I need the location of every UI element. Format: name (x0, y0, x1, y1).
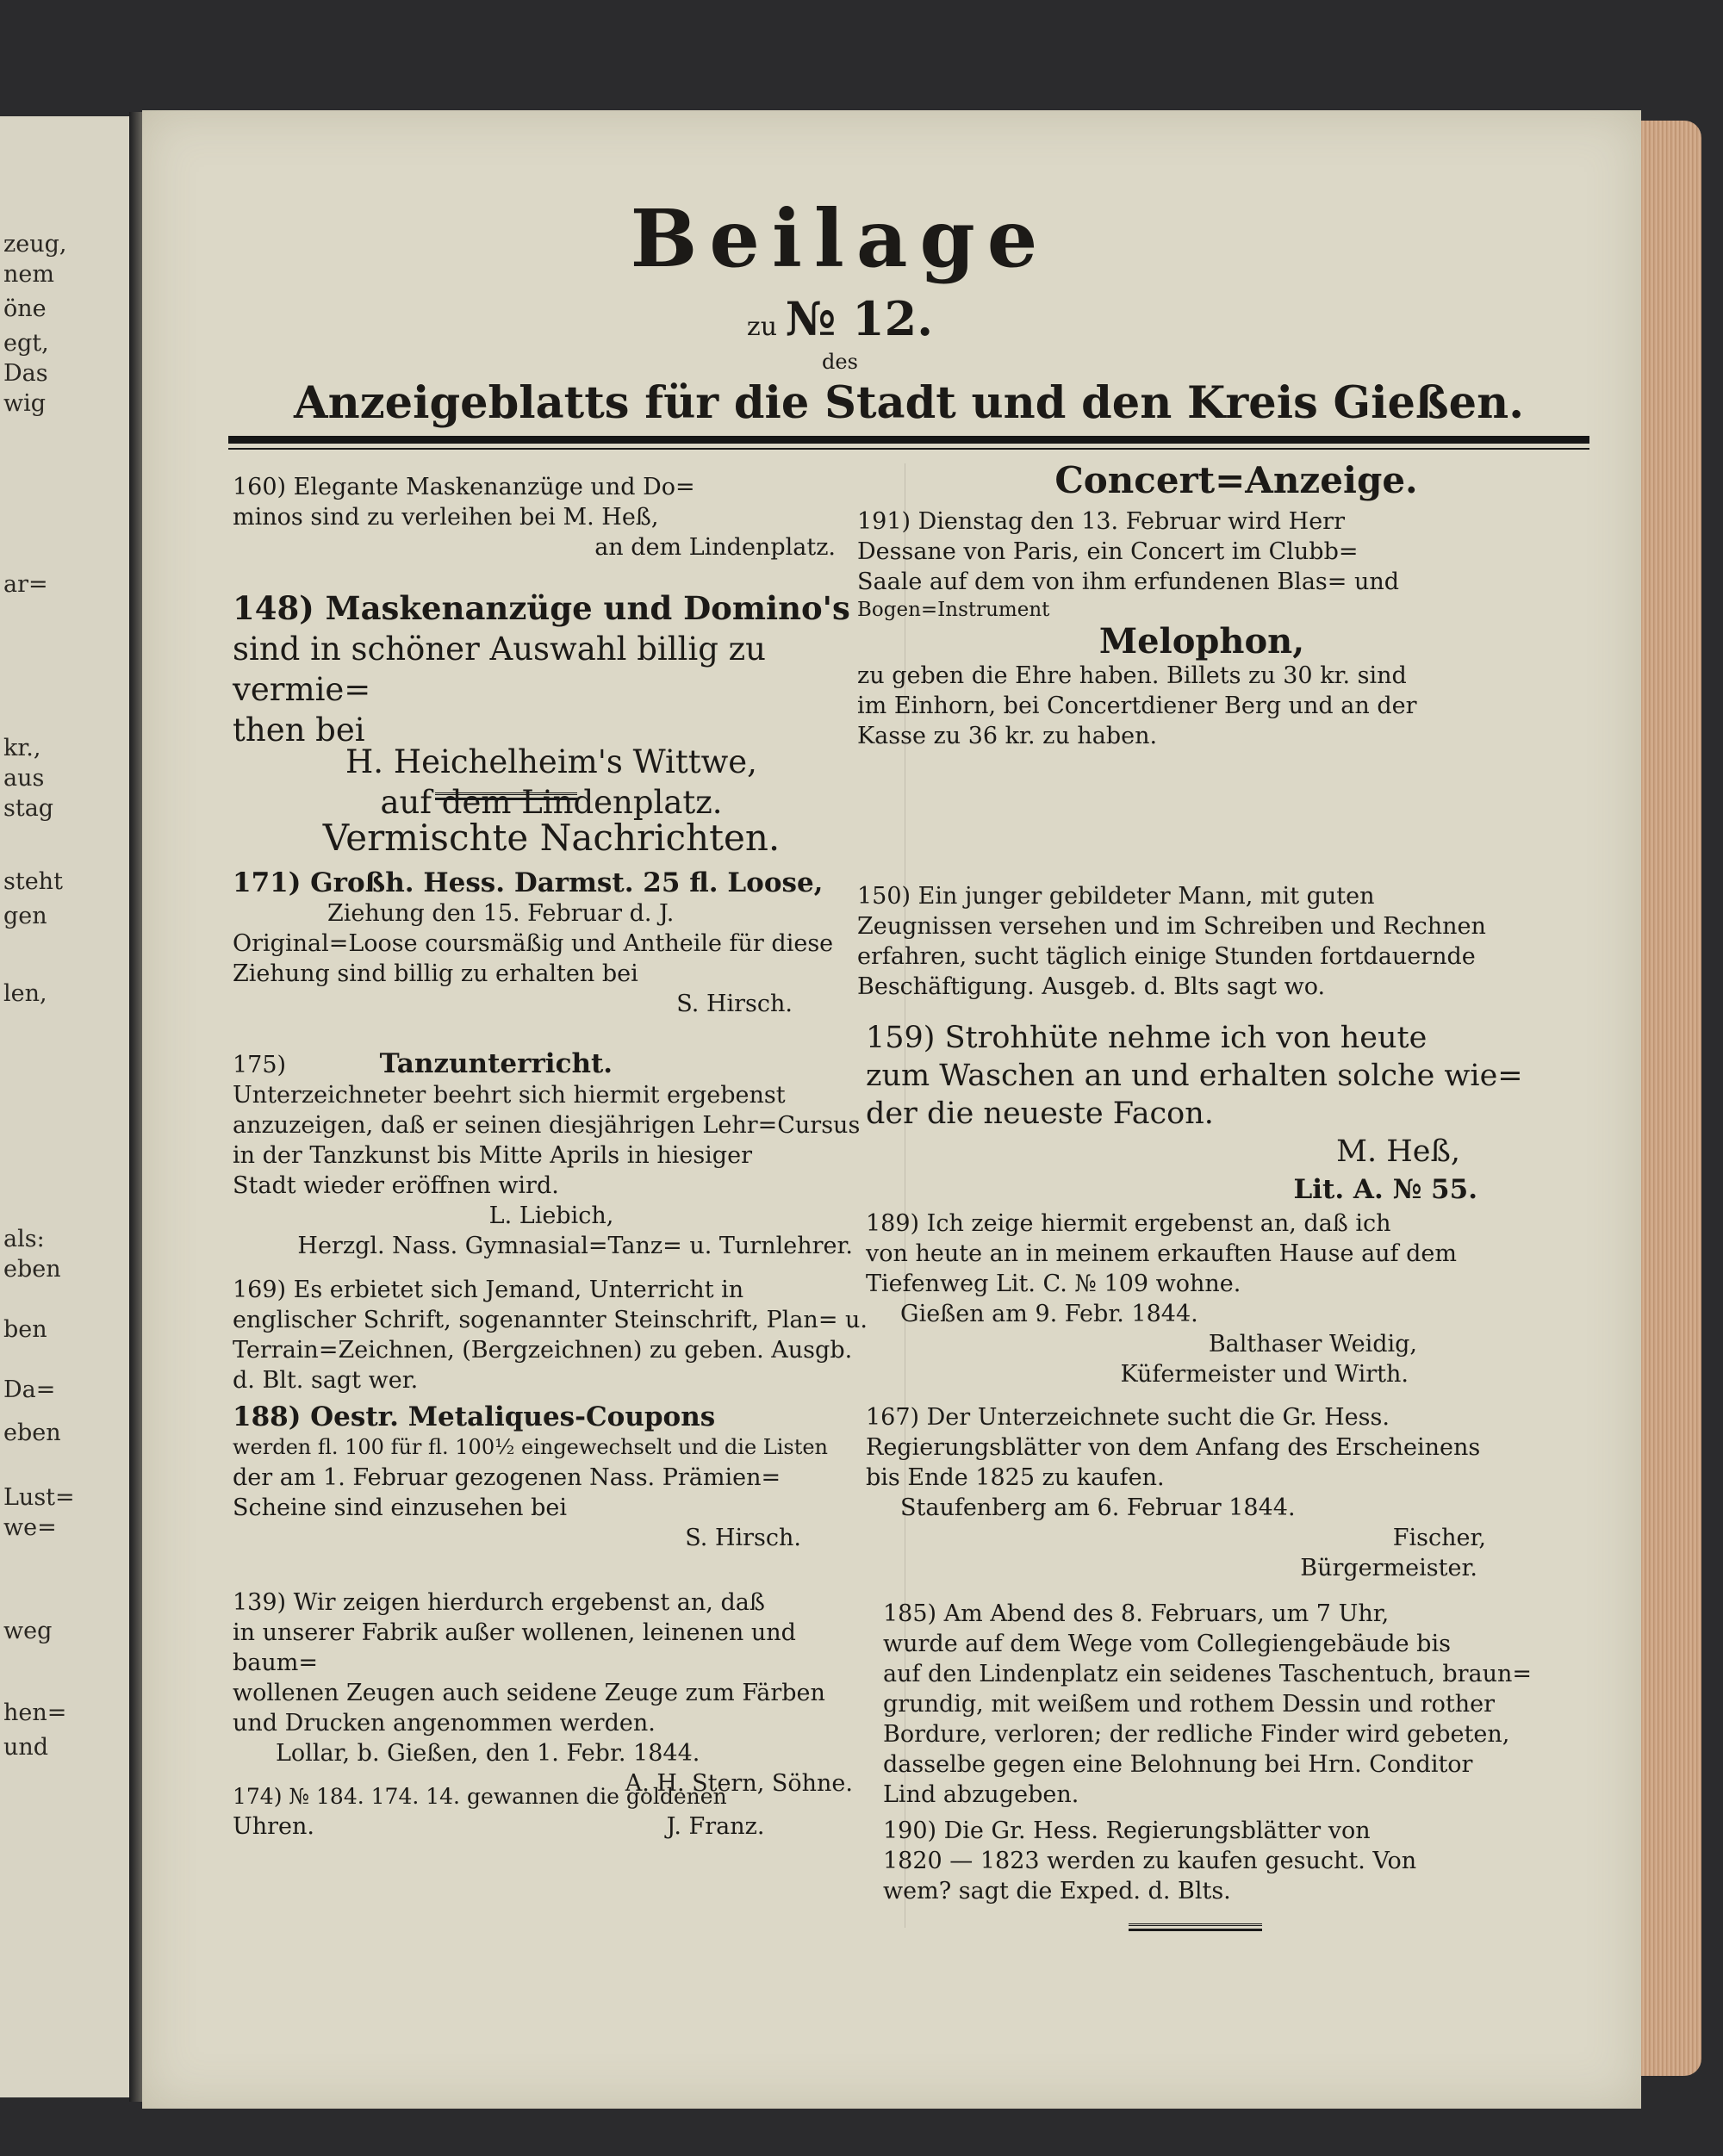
ad-169-line: d. Blt. sagt wer. (233, 1367, 419, 1394)
ad-174-line: Uhren. (233, 1813, 315, 1840)
ad-189-line: 189) Ich zeige hiermit ergebenst an, daß ich (866, 1210, 1391, 1237)
ad-167-line: bis Ende 1825 zu kaufen. (866, 1464, 1165, 1491)
ad-175 (233, 1049, 870, 1261)
ad-139-line: 139) Wir zeigen hierdurch ergebenst an, daß (233, 1589, 765, 1616)
ad-150-line: Zeugnissen versehen und im Schreiben und Rechnen (857, 913, 1486, 940)
ad-185-line: Bordure, verloren; der redliche Finder wird gebeten, (883, 1721, 1510, 1748)
ad-148-line: sind in schöner Auswahl billig zu vermie= (233, 631, 766, 708)
left-page-word-fragment: steht (3, 868, 63, 895)
ad-167-place: Staufenberg am 6. Februar 1844. (900, 1494, 1296, 1521)
ad-175-line: Unterzeichneter beehrt sich hiermit ergebenst (233, 1082, 786, 1109)
ad-189-signature-title: Küfermeister und Wirth. (1120, 1361, 1409, 1388)
ad-185-line: Lind abzugeben. (883, 1781, 1079, 1808)
left-page-word-fragment: len, (3, 980, 47, 1007)
ad-150-line: Beschäftigung. Ausgeb. d. Blts sagt wo. (857, 973, 1326, 1000)
ad-171 (233, 868, 870, 1019)
ad-191-instrument: Melophon, (1098, 621, 1305, 662)
masthead-des: des (822, 350, 858, 374)
ad-188-line: der am 1. Februar gezogenen Nass. Prämien= (233, 1464, 781, 1491)
masthead-title: Beilage (630, 192, 1050, 285)
ad-160-signature: an dem Lindenplatz. (594, 534, 836, 561)
ad-175-signature: L. Liebich, (488, 1202, 614, 1229)
masthead-rule (228, 436, 1589, 444)
ad-185-line: auf den Lindenplatz ein seidenes Taschentuch, braun= (883, 1661, 1533, 1687)
ad-189 (866, 1208, 1555, 1389)
ad-188-signature: S. Hirsch. (685, 1525, 801, 1551)
ad-169 (233, 1275, 870, 1395)
ad-159-address: Lit. A. № 55. (1293, 1174, 1477, 1205)
ad-159 (866, 1019, 1555, 1208)
ad-148-signature-address: auf dem Lindenplatz. (380, 784, 723, 821)
ad-175-title: Tanzunterricht. (379, 1048, 613, 1079)
end-divider (1129, 1923, 1262, 1931)
ad-174-line: 174) № 184. 174. 14. gewannen die goldenen (233, 1784, 727, 1809)
left-page-word-fragment: stag (3, 795, 54, 822)
ad-189-place: Gießen am 9. Febr. 1844. (900, 1301, 1198, 1327)
masthead-number-line (142, 291, 1538, 346)
ad-169-line: englischer Schrift, sogenannter Steinschrift, Plan= u. (233, 1307, 868, 1333)
ad-169-line: 169) Es erbietet sich Jemand, Unterricht in (233, 1277, 744, 1303)
ad-174-signature: J. Franz. (666, 1813, 765, 1840)
ad-190 (883, 1816, 1555, 1906)
left-page-word-fragment: eben (3, 1256, 61, 1283)
ad-191-line: im Einhorn, bei Concertdiener Berg und an der (857, 693, 1417, 719)
ad-171-line: Original=Loose coursmäßig und Antheile für diese (233, 930, 834, 957)
section-heading: Vermischte Nachrichten. (322, 817, 781, 859)
ad-175-line: anzuzeigen, daß er seinen diesjährigen Lehr=Cursus (233, 1112, 861, 1139)
left-page-word-fragment: zeug, (3, 231, 67, 258)
ad-185 (883, 1599, 1555, 1810)
section-divider (435, 792, 577, 800)
ad-148 (233, 588, 870, 823)
ad-188-line: werden fl. 100 für fl. 100½ eingewechselt und die Listen (233, 1435, 829, 1459)
ad-160-line: minos sind zu verleihen bei M. Heß, (233, 504, 659, 531)
ad-189-line: von heute an in meinem erkauften Hause auf dem (866, 1240, 1457, 1267)
left-page-word-fragment: egt, (3, 330, 49, 357)
ad-175-line: Stadt wieder eröffnen wird. (233, 1172, 559, 1199)
ad-160-line: 160) Elegante Maskenanzüge und Do= (233, 474, 695, 500)
ad-190-line: 190) Die Gr. Hess. Regierungsblätter von (883, 1817, 1371, 1844)
ad-160 (233, 472, 870, 562)
ad-167-signature-title: Bürgermeister. (1300, 1555, 1477, 1581)
masthead-subtitle: Anzeigeblatts für die Stadt und den Kreis Gießen. (294, 377, 1524, 429)
ad-188 (233, 1402, 887, 1553)
left-page-word-fragment: Da= (3, 1376, 56, 1403)
left-page-fragment (0, 116, 142, 2097)
ad-169-line: Terrain=Zeichnen, (Bergzeichnen) zu geben. Ausgb. (233, 1337, 853, 1364)
left-page-word-fragment: nem (3, 261, 54, 288)
ad-167-line: 167) Der Unterzeichnete sucht die Gr. Hess. (866, 1404, 1390, 1431)
left-page-word-fragment: ar= (3, 571, 48, 598)
ad-185-line: dasselbe gegen eine Belohnung bei Hrn. Conditor (883, 1751, 1473, 1778)
left-page-word-fragment: we= (3, 1514, 57, 1541)
ad-171-line: Ziehung den 15. Februar d. J. (327, 900, 675, 927)
ad-150 (857, 881, 1546, 1002)
ad-185-line: grundig, mit weißem und rothem Dessin und rother (883, 1691, 1496, 1718)
ad-189-line: Tiefenweg Lit. C. № 109 wohne. (866, 1271, 1241, 1297)
ad-159-signature: M. Heß, (1336, 1134, 1460, 1169)
left-page-word-fragment: gen (3, 903, 47, 929)
ad-174 (233, 1781, 905, 1842)
ad-191-line: Bogen=Instrument (857, 599, 1050, 621)
ad-188-line: Scheine sind einzusehen bei (233, 1494, 568, 1521)
ad-175-signature-title: Herzgl. Nass. Gymnasial=Tanz= u. Turnlehrer. (297, 1233, 853, 1259)
ad-191-line: 191) Dienstag den 13. Februar wird Herr (857, 508, 1345, 535)
newspaper-page (142, 110, 1641, 2109)
ad-190-line: wem? sagt die Exped. d. Blts. (883, 1878, 1231, 1904)
masthead-rule-thin (228, 448, 1589, 450)
ad-191-line: Saale auf dem von ihm erfundenen Blas= und (857, 569, 1400, 595)
ad-190-line: 1820 — 1823 werden zu kaufen gesucht. Von (883, 1848, 1417, 1874)
ad-139-signature: A. H. Stern, Söhne. (625, 1770, 853, 1797)
ad-159-line: 159) Strohhüte nehme ich von heute (866, 1021, 1428, 1055)
ad-175-line: in der Tanzkunst bis Mitte Aprils in hiesiger (233, 1142, 752, 1169)
left-page-word-fragment: aus (3, 765, 45, 792)
ad-191-line: Kasse zu 36 kr. zu haben. (857, 723, 1158, 749)
masthead-zu: zu (746, 312, 778, 342)
ad-150-line: 150) Ein junger gebildeter Mann, mit guten (857, 883, 1375, 910)
left-page-word-fragment: als: (3, 1226, 45, 1252)
ad-191-line: Dessane von Paris, ein Concert im Clubb= (857, 538, 1359, 565)
ad-159-line: zum Waschen an und erhalten solche wie= (866, 1059, 1523, 1093)
ad-171-line: Ziehung sind billig zu erhalten bei (233, 960, 638, 987)
ad-171-signature: S. Hirsch. (676, 991, 793, 1017)
masthead-number: № 12. (785, 291, 934, 346)
ad-188-head: 188) Oestr. Metaliques-Coupons (233, 1401, 716, 1432)
ad-139-line: in unserer Fabrik außer wollenen, leinenen und baum= (233, 1619, 796, 1676)
left-page-word-fragment: ben (3, 1316, 47, 1343)
left-page-word-fragment: hen= (3, 1699, 67, 1726)
left-page-word-fragment: kr., (3, 735, 41, 761)
ad-167-line: Regierungsblätter von dem Anfang des Erscheinens (866, 1434, 1481, 1461)
ad-148-line: then bei (233, 711, 365, 749)
ad-159-line: der die neueste Facon. (866, 1097, 1214, 1131)
ad-167-signature: Fischer, (1392, 1525, 1486, 1551)
ad-185-line: 185) Am Abend des 8. Februars, um 7 Uhr, (883, 1600, 1390, 1627)
left-page-word-fragment: und (3, 1734, 49, 1761)
left-page-word-fragment: Das (3, 360, 48, 387)
ad-150-line: erfahren, sucht täglich einige Stunden fortdauernde (857, 943, 1476, 970)
ad-139-line: wollenen Zeugen auch seidene Zeuge zum Färben (233, 1680, 825, 1706)
ad-167 (866, 1402, 1555, 1583)
left-page-word-fragment: wig (3, 390, 47, 417)
ad-171-head: 171) Großh. Hess. Darmst. 25 fl. Loose, (233, 867, 824, 898)
ad-185-line: wurde auf dem Wege vom Collegiengebäude bis (883, 1631, 1451, 1657)
left-page-word-fragment: Lust= (3, 1484, 75, 1511)
ad-139-line: und Drucken angenommen werden. (233, 1710, 656, 1737)
left-page-word-fragment: weg (3, 1618, 53, 1644)
ad-191 (857, 506, 1546, 751)
left-page-word-fragment: öne (3, 295, 47, 322)
concert-heading: Concert=Anzeige. (1054, 459, 1418, 501)
ad-148-signature: H. Heichelheim's Wittwe, (345, 743, 757, 780)
ad-139-place: Lollar, b. Gießen, den 1. Febr. 1844. (276, 1740, 700, 1767)
left-page-word-fragment: eben (3, 1420, 61, 1446)
ad-191-line: zu geben die Ehre haben. Billets zu 30 kr. sind (857, 662, 1407, 689)
ad-148-line: 148) Maskenanzüge und Domino's (233, 589, 850, 627)
ad-189-signature: Balthaser Weidig, (1208, 1331, 1417, 1358)
ad-175-number: 175) (233, 1052, 287, 1078)
ad-139 (233, 1587, 887, 1799)
